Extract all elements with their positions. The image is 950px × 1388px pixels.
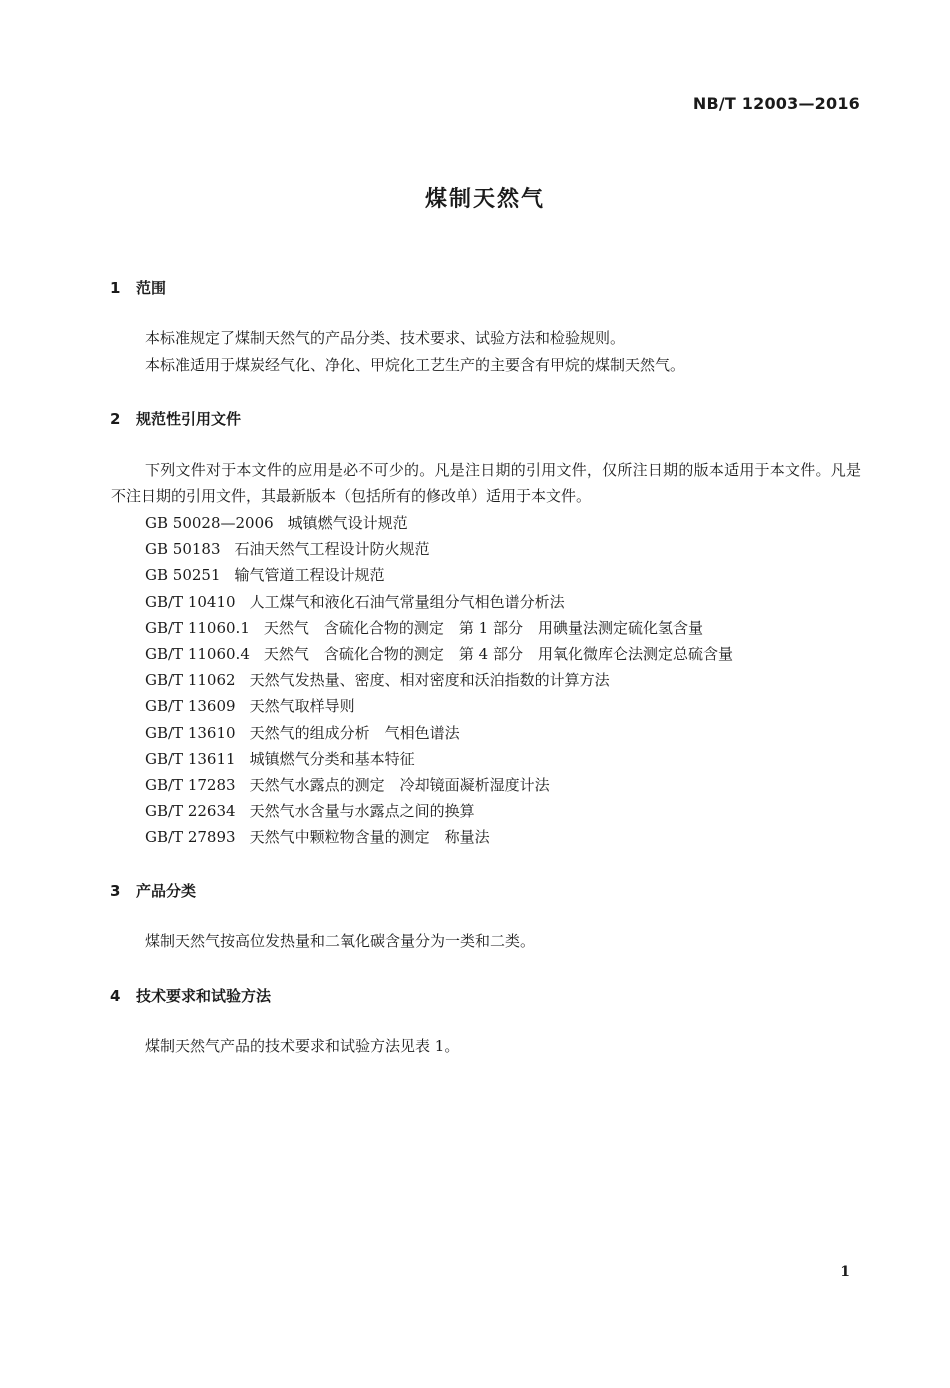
reference-item [145,693,733,719]
section-4-heading [110,985,271,1006]
document-title: 煤制天然气 [424,187,545,212]
reference-title: 城镇燃气分类和基本特征 [249,749,415,768]
normative-reference-list [145,510,733,850]
reference-title: 天然气 含硫化合物的测定 第 1 部分 用碘量法测定硫化氢含量 [263,618,703,637]
reference-title: 天然气发热量、密度、相对密度和沃泊指数的计算方法 [249,671,610,690]
section-3-heading [110,880,196,901]
section-1-paragraph-1: 本标准规定了煤制天然气的产品分类、技术要求、试验方法和检验规则。 [145,329,626,347]
reference-item [145,746,733,772]
section-1-heading [110,277,166,298]
section-title: 规范性引用文件 [136,410,242,428]
reference-code: GB/T 22634 [145,802,236,821]
reference-item [145,510,733,536]
section-1-paragraph-2: 本标准适用于煤炭经气化、净化、甲烷化工艺生产的主要含有甲烷的煤制天然气。 [145,356,686,374]
reference-code: GB/T 10410 [145,592,236,611]
reference-code: GB/T 13611 [145,749,236,768]
reference-title: 天然气水含量与水露点之间的换算 [249,802,475,821]
reference-item [145,798,733,824]
reference-title: 天然气取样导则 [249,697,355,716]
reference-item [145,824,733,850]
reference-item [145,641,733,667]
section-2-heading [110,408,241,429]
standard-code: NB/T 12003—2016 [692,94,860,113]
reference-code: GB/T 11060.4 [145,644,250,663]
reference-title: 城镇燃气设计规范 [287,514,408,532]
section-number: 4 [110,987,121,1005]
reference-code: GB/T 27893 [145,828,236,847]
reference-item [145,562,733,588]
reference-code: GB/T 11062 [145,671,236,690]
reference-code: GB/T 17283 [145,775,236,794]
page-number: 1 [840,1264,850,1280]
reference-item [145,667,733,693]
section-3-paragraph: 煤制天然气按高位发热量和二氧化碳含量分为一类和二类。 [145,932,536,950]
section-number: 2 [110,410,121,428]
reference-code: GB 50183 [145,540,221,559]
section-number: 1 [110,279,121,297]
reference-item [145,615,733,641]
reference-code: GB/T 11060.1 [145,618,250,637]
reference-code: GB 50028—2006 [145,514,274,532]
reference-title: 天然气水露点的测定 冷却镜面凝析湿度计法 [249,775,550,794]
section-title: 技术要求和试验方法 [136,987,272,1005]
reference-code: GB 50251 [145,566,221,585]
reference-title: 天然气的组成分析 气相色谱法 [249,723,460,742]
section-title: 范围 [136,279,167,297]
reference-title: 石油天然气工程设计防火规范 [234,540,430,559]
reference-title: 输气管道工程设计规范 [234,566,385,585]
reference-title: 天然气中颗粒物含量的测定 称量法 [249,828,490,847]
reference-code: GB/T 13610 [145,723,236,742]
section-number: 3 [110,882,121,900]
reference-title: 天然气 含硫化合物的测定 第 4 部分 用氧化微库仑法测定总硫含量 [263,644,733,663]
reference-code: GB/T 13609 [145,697,236,716]
reference-title: 人工煤气和液化石油气常量组分气相色谱分析法 [249,592,565,611]
reference-item [145,589,733,615]
reference-item [145,536,733,562]
section-2-intro: 下列文件对于本文件的应用是必不可少的。凡是注日期的引用文件，仅所注日期的版本适用于本文件。凡是不注日期的引用文件，其最新版本（包括所有的修改单）适用于本文件。 [111,461,861,505]
section-4-paragraph: 煤制天然气产品的技术要求和试验方法见表 1。 [145,1037,460,1055]
reference-item [145,720,733,746]
reference-item [145,772,733,798]
section-title: 产品分类 [136,882,197,900]
